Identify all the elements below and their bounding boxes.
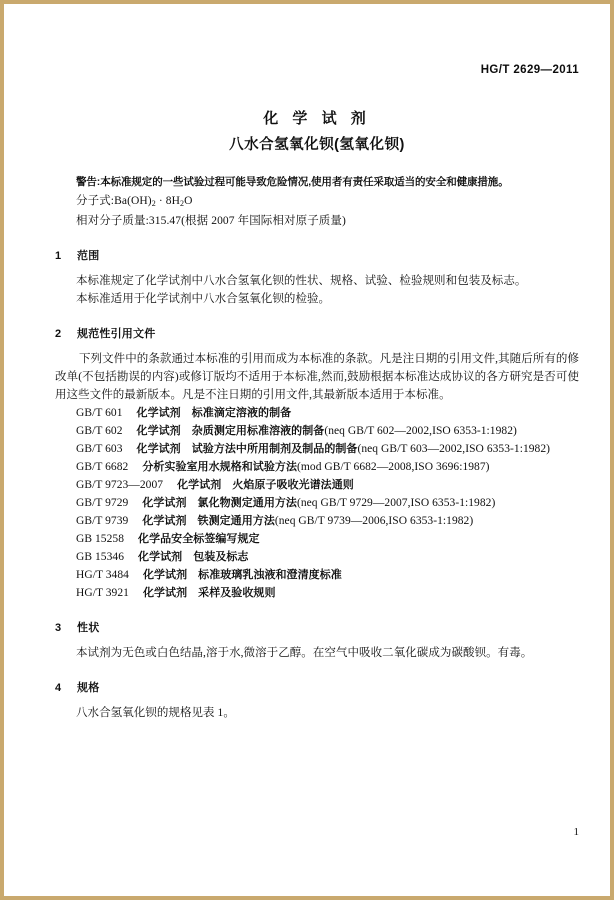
reference-item [55,458,579,476]
reference-code: GB 15258 [76,533,125,545]
reference-title: 火焰原子吸收光谱法通则 [232,479,354,491]
clause-title-1: 范围 [77,250,100,262]
reference-category: 化学试剂 [136,443,181,455]
reference-code: GB/T 602 [76,425,123,437]
reference-title: 铁测定通用方法 [197,515,275,527]
reference-code: GB/T 601 [76,407,123,419]
reference-title: 试验方法中所用制剂及制品的制备 [191,443,358,455]
normative-reference-list [55,404,579,602]
reference-note: (neq GB/T 603—2002,ISO 6353-1:1982) [357,443,551,455]
clause-title-3: 性状 [77,622,100,634]
reference-code: HG/T 3484 [76,569,129,581]
clause-number-1: 1 [55,250,62,262]
reference-category: 化学试剂 [142,569,188,581]
reference-title: 包装及标志 [193,551,249,563]
molecular-formula: 分子式$:Ba(OH)_2 \cdot 8H_2O$ [76,195,193,208]
reference-category: 化学试剂 [142,587,188,599]
reference-code: GB/T 603 [76,443,123,455]
reference-title: 采样及验收规则 [198,587,276,599]
reference-note: (neq GB/T 602—2002,ISO 6353-1:1982) [324,425,517,437]
reference-item [55,530,579,548]
reference-item [55,548,579,566]
reference-item [55,476,579,494]
reference-category: 化学试剂 [142,515,187,527]
clause-4-paragraph-1: 八水合氢氧化钡的规格见表 1。 [76,707,235,719]
reference-category: 化学试剂 [136,407,181,419]
clause-title-4: 规格 [77,682,100,694]
reference-category: 化学试剂 [142,497,187,509]
page-number: 1 [573,826,579,838]
reference-code: HG/T 3921 [76,587,129,599]
document-body [55,108,579,722]
reference-category: 化学试剂 [136,425,181,437]
reference-category: 化学试剂 [138,551,183,563]
clause-number-4: 4 [55,682,62,694]
reference-category: 化学试剂 [177,479,222,491]
clause-title-2: 规范性引用文件 [77,328,156,340]
clause-2-paragraph-1: 下列文件中的条款通过本标准的引用而成为本标准的条款。凡是注日期的引用文件,其随后所有的修改单(不包括勘误的内容)或修订版均不适用于本标准,然而,鼓励根据本标准达成协议的各方研究是否可使用这些文件的最新版本。凡是不注日期的引用文件,其最新版本适用于本标准。 [55,353,579,401]
clause-number-3: 3 [55,622,62,634]
reference-note: (mod GB/T 6682—2008,ISO 3696:1987) [297,461,490,473]
reference-title: 化学品安全标签编写规定 [138,533,260,545]
page-title-main: 化 学 试 剂 [263,110,371,127]
reference-item [55,404,579,422]
running-header-standard-number: HG/T 2629—2011 [480,64,579,76]
reference-title: 杂质测定用标准溶液的制备 [191,425,325,437]
clause-1-paragraph-2: 本标准适用于化学试剂中八水合氢氧化钡的检验。 [76,293,331,305]
reference-item [55,584,579,602]
clause-heading-3 [55,619,579,635]
reference-item [55,512,579,530]
reference-item [55,494,579,512]
reference-item [55,440,579,458]
reference-code: GB/T 9739 [76,515,129,527]
warning-statement: 警告:本标准规定的一些试验过程可能导致危险情况,使用者有责任采取适当的安全和健康措施。 [76,176,509,188]
reference-title: 分析实验室用水规格和试验方法 [142,461,298,473]
clause-heading-4 [55,679,579,695]
reference-code: GB/T 6682 [76,461,129,473]
reference-code: GB/T 9723—2007 [76,479,164,491]
document-page [4,4,610,896]
clause-1-paragraph-1: 本标准规定了化学试剂中八水合氢氧化钡的性状、规格、试验、检验规则和包装及标志。 [76,275,527,287]
clause-heading-1 [55,247,579,263]
reference-title: 氯化物测定通用方法 [197,497,297,509]
page-title-sub: 八水合氢氧化钡(氢氧化钡) [229,137,405,153]
reference-code: GB/T 9729 [76,497,129,509]
clause-number-2: 2 [55,328,62,340]
reference-title: 标准玻璃乳浊液和澄清度标准 [198,569,342,581]
reference-title: 标准滴定溶液的制备 [191,407,292,419]
reference-note: (neq GB/T 9729—2007,ISO 6353-1:1982) [296,497,496,509]
reference-item [55,566,579,584]
reference-code: GB 15346 [76,551,125,563]
clause-heading-2 [55,325,579,341]
reference-item [55,422,579,440]
reference-note: (neq GB/T 9739—2006,ISO 6353-1:1982) [274,515,474,527]
clause-3-paragraph-1: 本试剂为无色或白色结晶,溶于水,微溶于乙醇。在空气中吸收二氧化碳成为碳酸钡。有毒。 [76,647,533,659]
relative-molecular-mass: 相对分子质量:315.47(根据 2007 年国际相对原子质量) [76,214,346,227]
